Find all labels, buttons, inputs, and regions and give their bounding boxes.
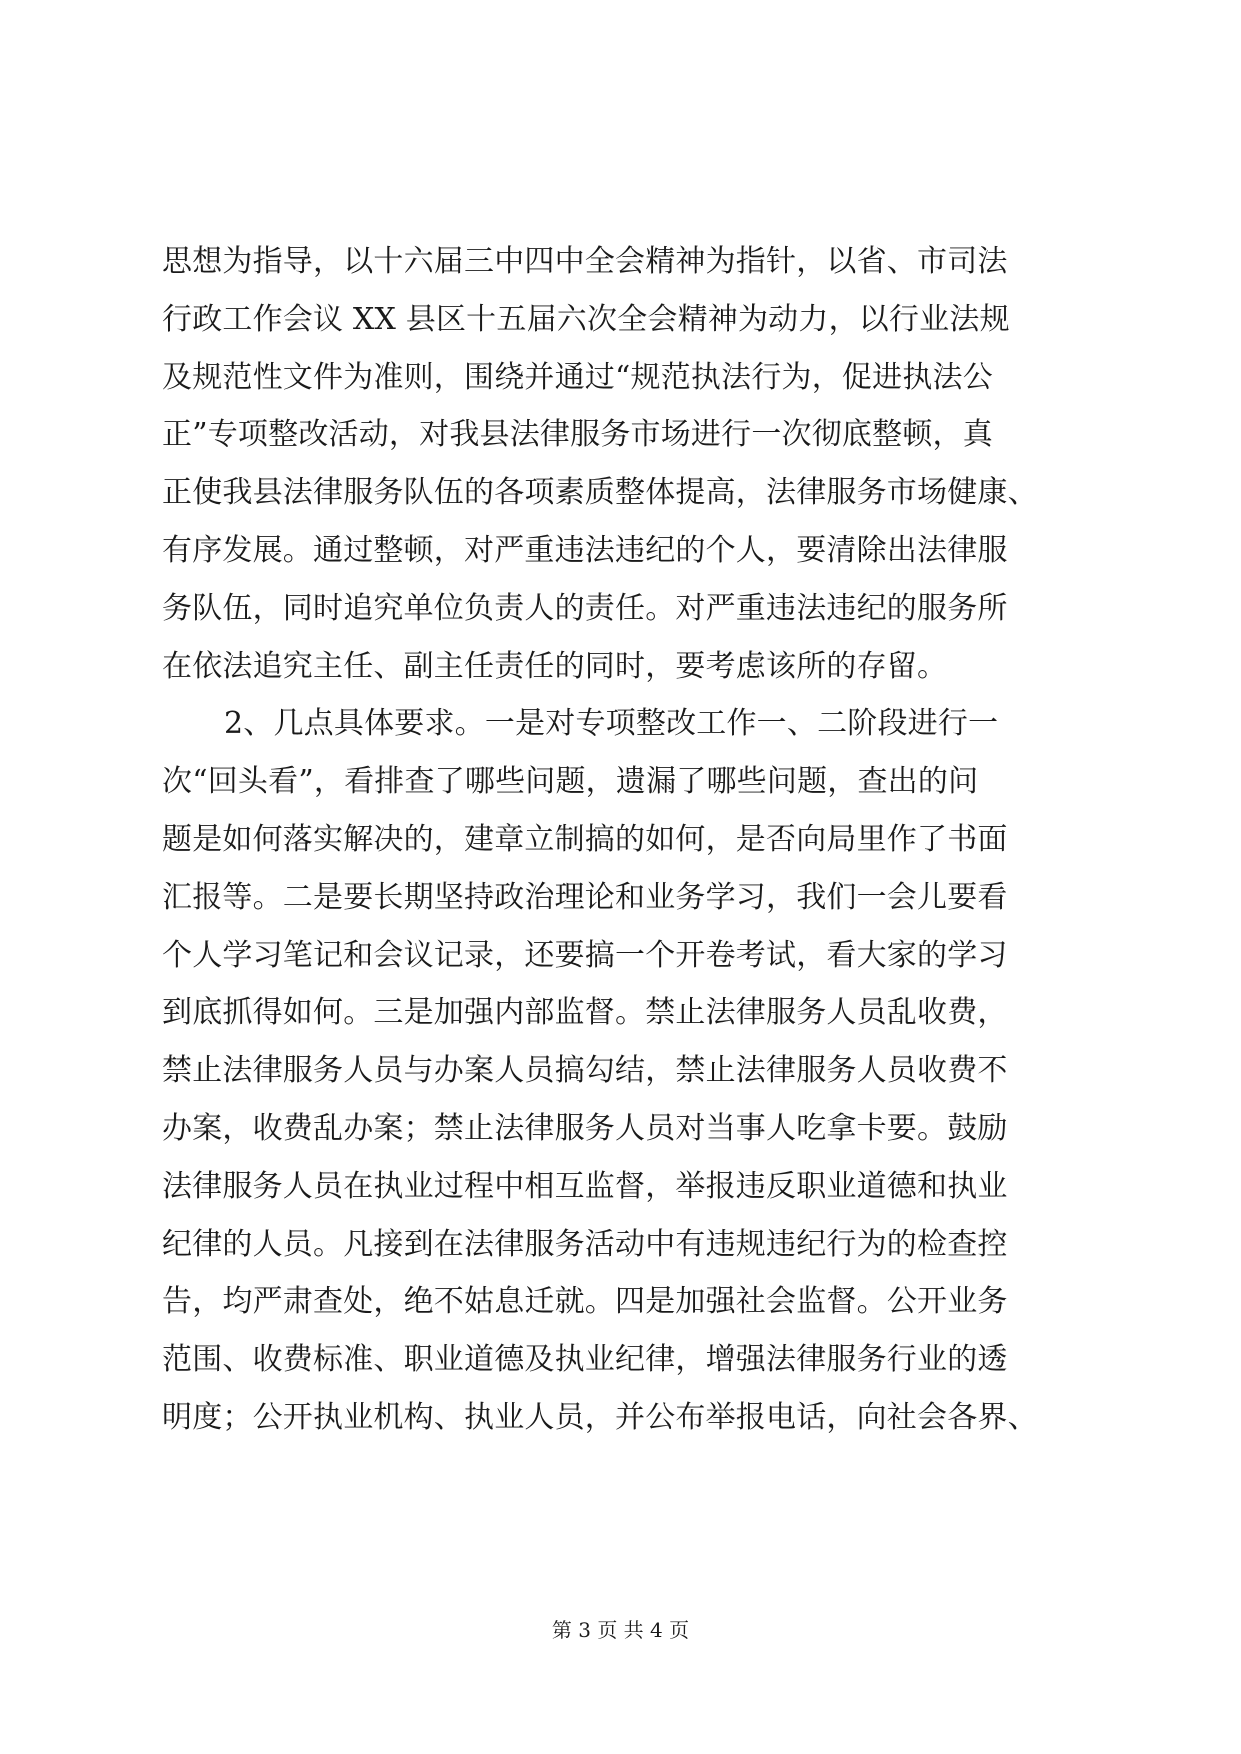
paragraph-start-line: 2、几点具体要求。一是对专项整改工作一、二阶段进行一 bbox=[224, 706, 999, 742]
text-line: 有序发展。通过整顿，对严重违法违纪的个人，要清除出法律服 bbox=[162, 532, 1008, 568]
text-line: 题是如何落实解决的，建章立制搞的如何，是否向局里作了书面 bbox=[162, 821, 1008, 857]
text-line: 禁止法律服务人员与办案人员搞勾结，禁止法律服务人员收费不 bbox=[162, 1053, 1008, 1089]
text-line: 汇报等。二是要长期坚持政治理论和业务学习，我们一会儿要看 bbox=[162, 879, 1008, 915]
text-line: 正”专项整改活动，对我县法律服务市场进行一次彻底整顿，真 bbox=[162, 417, 993, 453]
body-text bbox=[162, 233, 1122, 1447]
page-number: 第 3 页 共 4 页 bbox=[551, 1618, 690, 1642]
text-line: 个人学习笔记和会议记录，还要搞一个开卷考试，看大家的学习 bbox=[162, 937, 1008, 973]
text-line: 思想为指导，以十六届三中四中全会精神为指针，以省、市司法 bbox=[162, 244, 1008, 279]
text-line: 务队伍，同时追究单位负责人的责任。对严重违法违纪的服务所 bbox=[162, 590, 1008, 626]
text-line: 正使我县法律服务队伍的各项素质整体提高，法律服务市场健康、 bbox=[162, 475, 1038, 511]
text-line: 次“回头看”，看排查了哪些问题，遗漏了哪些问题，查出的问 bbox=[162, 764, 979, 800]
text-line: 办案，收费乱办案；禁止法律服务人员对当事人吃拿卡要。鼓励 bbox=[162, 1110, 1008, 1146]
text-line: 纪律的人员。凡接到在法律服务活动中有违规违纪行为的检查控 bbox=[162, 1226, 1008, 1262]
text-line: 在依法追究主任、副主任责任的同时，要考虑该所的存留。 bbox=[162, 648, 948, 684]
text-line: 法律服务人员在执业过程中相互监督，举报违反职业道德和执业 bbox=[162, 1168, 1008, 1204]
text-line: 明度；公开执业机构、执业人员，并公布举报电话，向社会各界、 bbox=[162, 1399, 1038, 1435]
text-line: 范围、收费标准、职业道德及执业纪律，增强法律服务行业的透 bbox=[162, 1342, 1008, 1378]
page-footer bbox=[0, 1614, 1241, 1643]
text-line: 告，均严肃查处，绝不姑息迁就。四是加强社会监督。公开业务 bbox=[162, 1284, 1008, 1320]
text-line: 到底抓得如何。三是加强内部监督。禁止法律服务人员乱收费， bbox=[162, 995, 1008, 1031]
text-line: 行政工作会议 XX 县区十五届六次全会精神为动力，以行业法规 bbox=[162, 301, 1010, 337]
text-line: 及规范性文件为准则，围绕并通过“规范执法行为，促进执法公 bbox=[162, 359, 993, 395]
